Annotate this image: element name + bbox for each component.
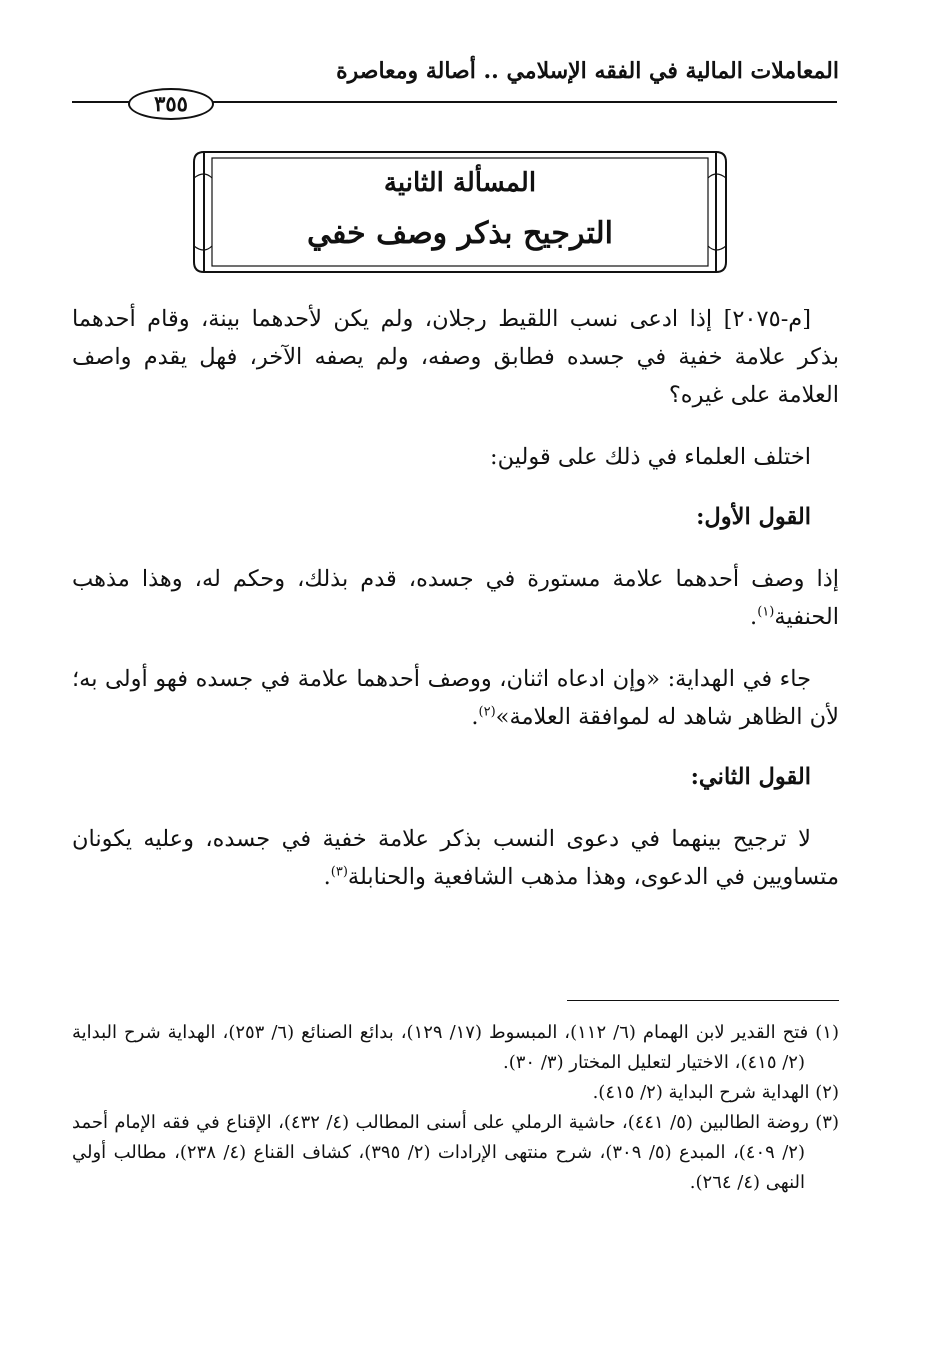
footnote-ref-3[interactable]: (٣) — [330, 864, 348, 880]
page-number-badge: ٣٥٥ — [128, 88, 214, 120]
section-title-frame — [190, 148, 730, 276]
footnotes — [72, 1018, 839, 1198]
paragraph-question: [م-٢٠٧٥] إذا ادعى نسب اللقيط رجلان، ولم يكن لأحدهما بينة، وقام أحدهما بذكر علامة خفية في جسده فطابق وصفه، ولم يصفه الآخر، فهل يقدم واصف العلامة على غيره؟ — [72, 306, 839, 408]
footnote-2: (٢) الهداية شرح البداية (٢/ ٤١٥). — [592, 1082, 839, 1103]
paragraph-disagreement: اختلف العلماء في ذلك على قولين: — [489, 444, 811, 470]
main-text — [72, 300, 839, 896]
heading-second-opinion: القول الثاني: — [690, 764, 811, 790]
paragraph-hidaya-quote: جاء في الهداية: «وإن ادعاه اثنان، ووصف أحدهما علامة في جسده فهو أولى به؛ لأن الظاهر شاهد له لموافقة العلامة»$^{(٢)}$. — [72, 666, 839, 730]
footnote-ref-2[interactable]: (٢) — [478, 704, 496, 720]
running-header-title: المعاملات المالية في الفقه الإسلامي .. أصالة ومعاصرة — [336, 58, 839, 84]
paragraph-second-opinion: لا ترجيح بينهما في دعوى النسب بذكر علامة خفية في جسده، وعليه يكونان متساويين في الدعوى، وهذا مذهب الشافعية والحنابلة$^{(٣)}$. — [72, 826, 839, 890]
footnote-separator — [567, 1000, 839, 1001]
issue-title: المسألة الثانية — [383, 168, 537, 198]
issue-subtitle: الترجيح بذكر وصف خفي — [306, 216, 614, 251]
footnote-1: (١) فتح القدير لابن الهمام (٦/ ١١٢)، المبسوط (١٧/ ١٢٩)، بدائع الصنائع (٦/ ٢٥٣)، الهداية شرح البداية (٢/ ٤١٥)، الاختيار لتعليل المختار (٣/ ٣٠). — [72, 1022, 839, 1073]
footnote-3: (٣) روضة الطالبين (٥/ ٤٤١)، حاشية الرملي على أسنى المطالب (٤/ ٤٣٢)، الإقناع في فقه الإمام أحمد (٢/ ٤٠٩)، المبدع (٥/ ٣٠٩)، شرح منتهى الإرادات (٢/ ٣٩٥)، كشاف القناع (٤/ ٢٣٨)، مطالب أولي النهى (٤/ ٢٦٤). — [72, 1112, 839, 1193]
footnote-ref-1[interactable]: (١) — [757, 604, 775, 620]
heading-first-opinion: القول الأول: — [696, 504, 811, 530]
paragraph-first-opinion: إذا وصف أحدهما علامة مستورة في جسده، قدم بذلك، وحكم له، وهذا مذهب الحنفية$^{(١)}$. — [72, 566, 839, 630]
